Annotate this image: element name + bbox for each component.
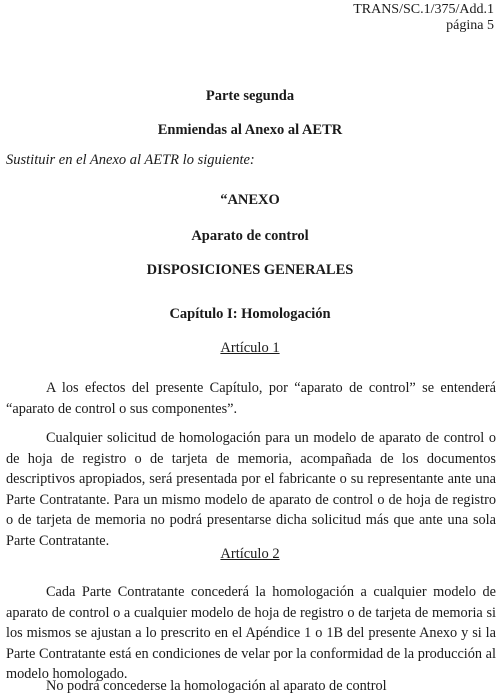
- part-heading: Parte segunda: [205, 88, 295, 104]
- article-2-paragraph-1: Cada Parte Contratante concederá la homologación a cualquier modelo de aparato de control o a cualquier modelo de hoja de registro o de tarjeta de memoria si los mismos se ajustan a lo prescrito en el Apéndice 1 o 1B del presente Anexo y si la Parte Contratante está en condiciones de velar por la conformidad de la producción al modelo homologado.: [6, 584, 496, 682]
- amendments-heading: Enmiendas al Anexo al AETR: [157, 122, 343, 138]
- annex-heading: “ANEXO: [220, 192, 280, 208]
- document-symbol: TRANS/SC.1/375/Add.1: [353, 2, 494, 17]
- article-1-paragraph-2: Cualquier solicitud de homologación para un modelo de aparato de control o de hoja de registro o de tarjeta de memoria, acompañada de los documentos descriptivos apropiados, será presentada por el fabricante o su representante ante una Parte Contratante. Para un mismo modelo de aparato de control o de hoja de registro o de tarjeta de memoria no podrá presentarse dicha solicitud más que ante una sola Parte Contratante.: [6, 430, 496, 549]
- general-provisions-heading: DISPOSICIONES GENERALES: [146, 262, 354, 278]
- page-number: página 5: [446, 18, 494, 33]
- device-heading: Aparato de control: [191, 228, 309, 244]
- chapter-heading: Capítulo I: Homologación: [169, 306, 331, 322]
- article-2-paragraph-2-text: No podrá concederse la homologación al aparato de control: [46, 678, 387, 694]
- page-header: [353, 2, 494, 34]
- article-1-title: Artículo 1: [220, 340, 280, 356]
- instruction-text: Sustituir en el Anexo al AETR lo siguiente:: [6, 152, 255, 168]
- article-2-paragraph-2: [6, 676, 496, 697]
- article-1-paragraph-1: A los efectos del presente Capítulo, por “aparato de control” se entenderá “aparato de control o sus componentes”.: [6, 380, 496, 417]
- article-2-title: Artículo 2: [220, 546, 280, 562]
